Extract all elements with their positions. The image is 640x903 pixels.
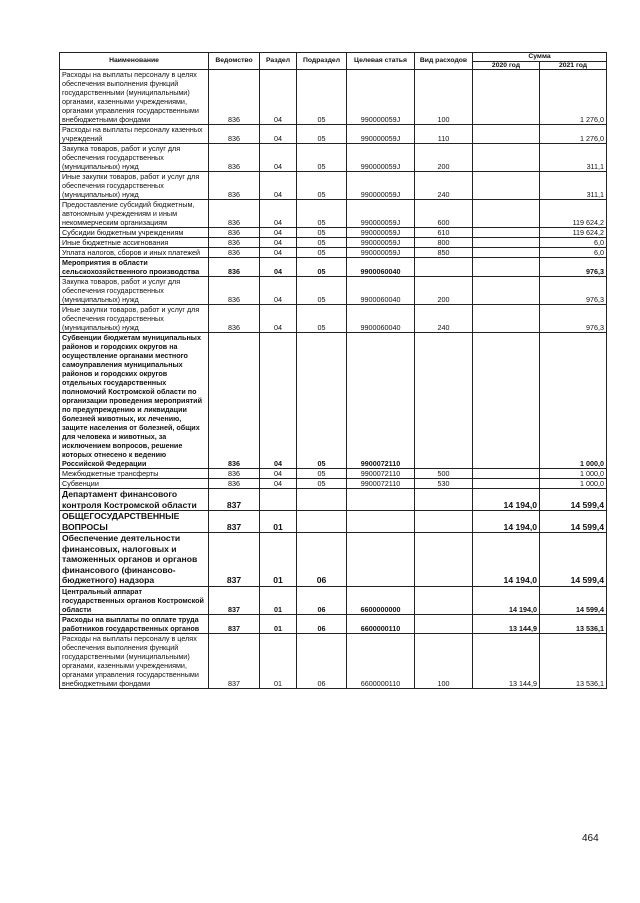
header-razdel: Раздел [260,53,297,70]
row-vedomstvo: 836 [209,258,260,277]
row-name: Расходы на выплаты по оплате труда работников государственных органов [60,614,209,633]
row-podrazdel: 05 [297,70,347,125]
row-target: 6600000110 [347,614,415,633]
row-vedomstvo: 837 [209,614,260,633]
row-vedomstvo: 837 [209,489,260,511]
row-target: 990000059J [347,70,415,125]
row-name: Межбюджетные трансферты [60,469,209,479]
row-sum-2020 [473,144,540,172]
row-sum-2020 [473,228,540,238]
row-podrazdel: 05 [297,200,347,228]
table-row [60,70,607,125]
row-razdel: 04 [260,479,297,489]
table-row [60,305,607,333]
row-name: Расходы на выплаты персоналу в целях обеспечения выполнения функций государственными (муниципальными) органами, казенными учреждениями, органами управления государственными внебюджетными фондами [60,70,209,125]
row-podrazdel: 05 [297,228,347,238]
header-2020: 2020 год [473,61,540,70]
row-type [415,258,473,277]
row-podrazdel: 06 [297,586,347,614]
row-sum-2020: 14 194,0 [473,489,540,511]
row-sum-2021: 14 599,4 [540,511,607,533]
table-row [60,258,607,277]
row-sum-2021: 14 599,4 [540,489,607,511]
table-row [60,125,607,144]
row-sum-2021: 1 276,0 [540,125,607,144]
row-target [347,533,415,587]
row-podrazdel: 05 [297,479,347,489]
row-vedomstvo: 836 [209,479,260,489]
row-type: 100 [415,70,473,125]
row-target: 990000059J [347,200,415,228]
row-podrazdel: 05 [297,248,347,258]
row-sum-2020: 14 194,0 [473,511,540,533]
row-sum-2021: 1 000,0 [540,333,607,469]
row-target: 990000059J [347,144,415,172]
row-razdel: 04 [260,238,297,248]
row-vedomstvo: 837 [209,586,260,614]
row-target: 990000059J [347,228,415,238]
row-sum-2020 [473,172,540,200]
row-vedomstvo: 836 [209,305,260,333]
row-sum-2020 [473,248,540,258]
table-body [60,70,607,689]
row-target: 9900060040 [347,258,415,277]
row-sum-2021: 1 000,0 [540,479,607,489]
row-name: Предоставление субсидий бюджетным, автономным учреждениям и иным некоммерческим организациям [60,200,209,228]
row-name: Субвенции бюджетам муниципальных районов и городских округов на осуществление органами местного самоуправления муниципальных районов и городских округов отдельных государственных полномочий Костромской области по организации проведения мероприятий по предупреждению и ликвидации болезней животных, их лечению, защите населения от болезней, общих для человека и животных, за исключением вопросов, решение которых отнесено к ведению Российской Федерации [60,333,209,469]
row-target: 9900072110 [347,333,415,469]
row-sum-2021: 976,3 [540,277,607,305]
row-razdel: 04 [260,333,297,469]
budget-table-page [59,52,606,689]
row-podrazdel: 05 [297,469,347,479]
row-sum-2021: 6,0 [540,248,607,258]
table-row [60,469,607,479]
row-sum-2020: 13 144,9 [473,614,540,633]
row-sum-2020 [473,125,540,144]
row-podrazdel: 05 [297,258,347,277]
row-target: 990000059J [347,125,415,144]
row-vedomstvo: 836 [209,228,260,238]
row-sum-2020: 14 194,0 [473,533,540,587]
row-podrazdel [297,489,347,511]
row-target: 6600000000 [347,586,415,614]
row-name: Иные бюджетные ассигнования [60,238,209,248]
row-podrazdel: 06 [297,614,347,633]
row-type: 850 [415,248,473,258]
row-type: 530 [415,479,473,489]
row-type [415,511,473,533]
row-target: 990000059J [347,172,415,200]
row-podrazdel: 05 [297,305,347,333]
row-sum-2021: 119 624,2 [540,200,607,228]
row-sum-2020 [473,277,540,305]
row-vedomstvo: 836 [209,333,260,469]
row-type: 240 [415,172,473,200]
row-podrazdel: 05 [297,125,347,144]
row-vedomstvo: 837 [209,533,260,587]
row-sum-2021: 1 000,0 [540,469,607,479]
row-type [415,489,473,511]
row-sum-2021: 14 599,4 [540,533,607,587]
row-target: 9900060040 [347,305,415,333]
header-name: Наименование [60,53,209,70]
row-type: 200 [415,144,473,172]
row-name: Субвенции [60,479,209,489]
row-type [415,614,473,633]
table-row [60,614,607,633]
table-row [60,144,607,172]
table-row [60,479,607,489]
row-vedomstvo: 836 [209,144,260,172]
row-type: 500 [415,469,473,479]
row-vedomstvo: 836 [209,70,260,125]
row-razdel: 01 [260,533,297,587]
table-row [60,172,607,200]
table-row [60,633,607,688]
row-razdel: 04 [260,144,297,172]
row-sum-2020 [473,305,540,333]
header-podrazdel: Подраздел [297,53,347,70]
row-razdel: 04 [260,248,297,258]
row-type: 200 [415,277,473,305]
row-name: Субсидии бюджетным учреждениям [60,228,209,238]
table-row [60,533,607,587]
row-razdel: 01 [260,586,297,614]
row-name: Уплата налогов, сборов и иных платежей [60,248,209,258]
row-vedomstvo: 837 [209,633,260,688]
row-target: 990000059J [347,238,415,248]
row-name: Департамент финансового контроля Костромской области [60,489,209,511]
row-razdel: 04 [260,305,297,333]
row-sum-2020 [473,258,540,277]
row-type: 800 [415,238,473,248]
row-vedomstvo: 837 [209,511,260,533]
row-target: 9900072110 [347,469,415,479]
row-name: Центральный аппарат государственных органов Костромской области [60,586,209,614]
row-razdel: 01 [260,511,297,533]
row-target [347,489,415,511]
row-vedomstvo: 836 [209,172,260,200]
row-name: Обеспечение деятельности финансовых, налоговых и таможенных органов и органов финансового (финансово-бюджетного) надзора [60,533,209,587]
row-vedomstvo: 836 [209,277,260,305]
row-name: Иные закупки товаров, работ и услуг для обеспечения государственных (муниципальных) нужд [60,172,209,200]
row-razdel [260,489,297,511]
table-row [60,333,607,469]
row-razdel: 04 [260,125,297,144]
budget-table [59,52,607,689]
row-type: 100 [415,633,473,688]
row-razdel: 04 [260,228,297,238]
row-razdel: 01 [260,614,297,633]
row-target: 6600000110 [347,633,415,688]
row-sum-2021: 976,3 [540,258,607,277]
row-name: Иные закупки товаров, работ и услуг для обеспечения государственных (муниципальных) нужд [60,305,209,333]
row-type: 610 [415,228,473,238]
table-row [60,489,607,511]
row-sum-2020 [473,479,540,489]
row-sum-2021: 1 276,0 [540,70,607,125]
header-2021: 2021 год [540,61,607,70]
page-number: 464 [582,833,599,844]
row-podrazdel: 05 [297,277,347,305]
header-vedomstvo: Ведомство [209,53,260,70]
row-podrazdel: 05 [297,144,347,172]
row-sum-2021: 976,3 [540,305,607,333]
row-target: 990000059J [347,248,415,258]
row-razdel: 04 [260,277,297,305]
row-razdel: 04 [260,258,297,277]
row-sum-2021: 311,1 [540,144,607,172]
row-type: 110 [415,125,473,144]
header-type: Вид расходов [415,53,473,70]
row-vedomstvo: 836 [209,469,260,479]
row-name: Закупка товаров, работ и услуг для обеспечения государственных (муниципальных) нужд [60,277,209,305]
row-podrazdel [297,511,347,533]
row-razdel: 04 [260,172,297,200]
header-target: Целевая статья [347,53,415,70]
table-row [60,200,607,228]
row-razdel: 01 [260,633,297,688]
row-podrazdel: 06 [297,533,347,587]
row-podrazdel: 05 [297,172,347,200]
row-sum-2021: 119 624,2 [540,228,607,238]
table-row [60,238,607,248]
row-sum-2021: 14 599,4 [540,586,607,614]
row-vedomstvo: 836 [209,238,260,248]
row-vedomstvo: 836 [209,200,260,228]
row-razdel: 04 [260,469,297,479]
row-type [415,586,473,614]
row-type: 600 [415,200,473,228]
row-name: Расходы на выплаты персоналу казенных учреждений [60,125,209,144]
row-name: Мероприятия в области сельскохозяйственного производства [60,258,209,277]
header-sum: Сумма [473,53,607,62]
row-sum-2020 [473,238,540,248]
row-razdel: 04 [260,200,297,228]
table-row [60,228,607,238]
table-row [60,248,607,258]
row-vedomstvo: 836 [209,248,260,258]
row-type [415,333,473,469]
row-name: Закупка товаров, работ и услуг для обеспечения государственных (муниципальных) нужд [60,144,209,172]
row-sum-2021: 13 536,1 [540,614,607,633]
row-sum-2020 [473,333,540,469]
row-target [347,511,415,533]
row-sum-2020: 13 144,9 [473,633,540,688]
row-name: Расходы на выплаты персоналу в целях обеспечения выполнения функций государственными (муниципальными) органами, казенными учреждениями, органами управления государственными внебюджетными фондами [60,633,209,688]
row-sum-2020 [473,70,540,125]
table-row [60,586,607,614]
row-vedomstvo: 836 [209,125,260,144]
row-sum-2020 [473,200,540,228]
row-sum-2020 [473,469,540,479]
row-podrazdel: 06 [297,633,347,688]
row-sum-2020: 14 194,0 [473,586,540,614]
row-sum-2021: 311,1 [540,172,607,200]
row-target: 9900060040 [347,277,415,305]
row-name: ОБЩЕГОСУДАРСТВЕННЫЕ ВОПРОСЫ [60,511,209,533]
table-row [60,277,607,305]
row-type: 240 [415,305,473,333]
row-podrazdel: 05 [297,238,347,248]
row-sum-2021: 13 536,1 [540,633,607,688]
row-podrazdel: 05 [297,333,347,469]
row-sum-2021: 6,0 [540,238,607,248]
table-row [60,511,607,533]
row-target: 9900072110 [347,479,415,489]
row-razdel: 04 [260,70,297,125]
row-type [415,533,473,587]
